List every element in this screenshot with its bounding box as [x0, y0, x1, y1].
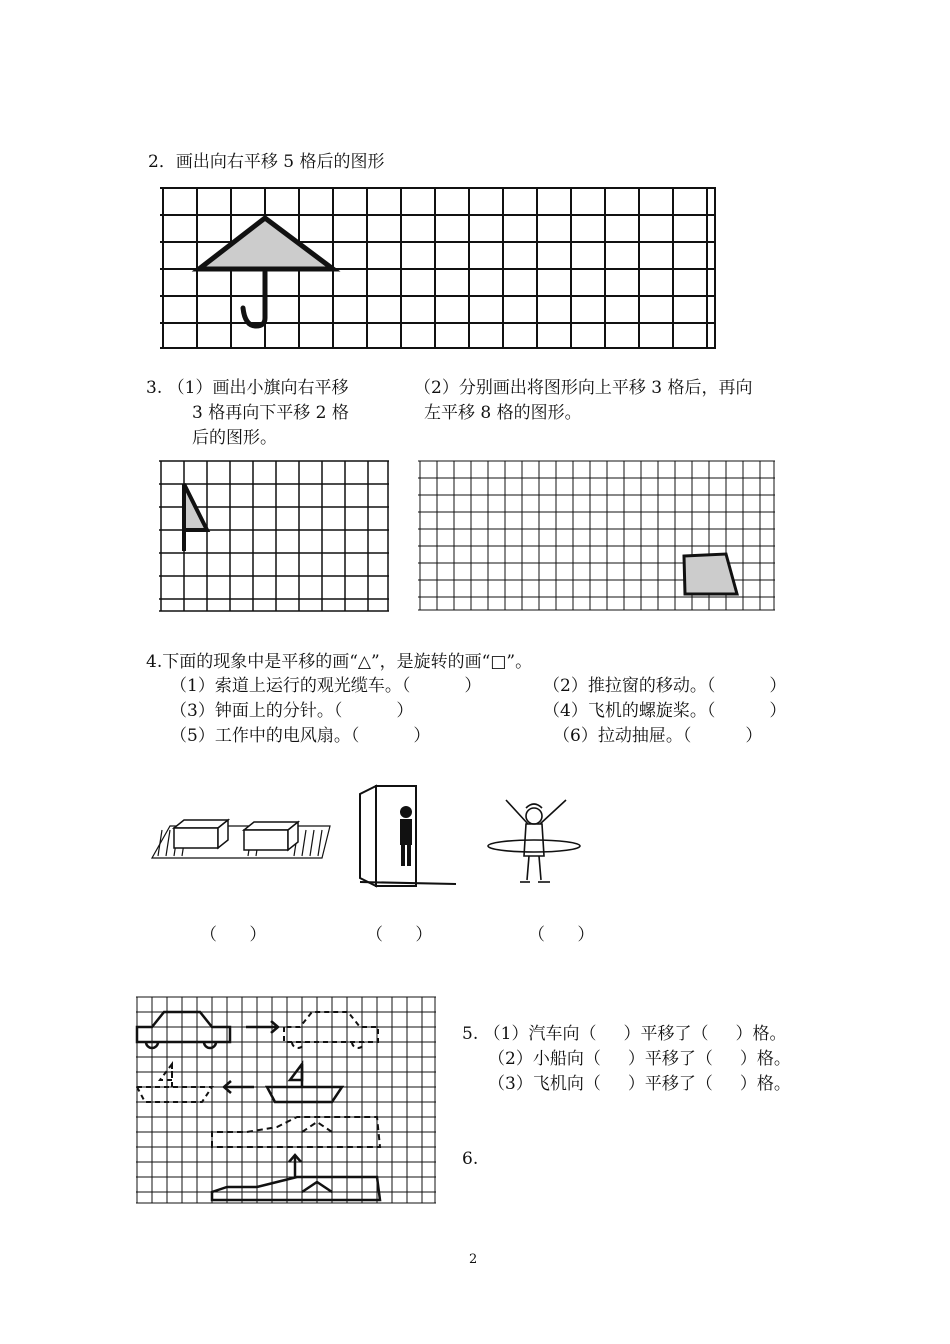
- plane-original: [212, 1177, 380, 1200]
- q4-item-5: （5）工作中的电风扇。（ ）: [170, 726, 431, 746]
- q4-item-3: （3）钟面上的分针。（ ）: [170, 701, 414, 721]
- q3-right-line-2: 左平移 8 格的图形。: [424, 403, 582, 423]
- q4-item-1: （1）索道上运行的观光缆车。（ ）: [170, 676, 482, 696]
- q2-title: 2．画出向右平移 5 格后的图形: [148, 152, 385, 172]
- boat-arrow: [224, 1081, 254, 1093]
- q2-grid: [150, 180, 730, 352]
- door-illustration: [356, 782, 462, 894]
- boxes-sliding-illustration: [148, 808, 338, 868]
- q3-flag-grid: [155, 455, 395, 615]
- car-original: [137, 1012, 230, 1048]
- q3-left-line-1: 3. （1）画出小旗向右平移: [146, 378, 349, 398]
- q5-grid: [132, 992, 442, 1208]
- page-number: 2: [469, 1252, 478, 1267]
- picture-2-blank: （ ）: [366, 925, 433, 945]
- q6-label: 6.: [462, 1149, 479, 1169]
- q4-item-6: （6）拉动抽屉。（ ）: [553, 726, 763, 746]
- boat-original: [267, 1064, 342, 1102]
- car-arrow: [246, 1021, 278, 1033]
- umbrella-shape: [199, 218, 333, 326]
- boat-moved: [137, 1064, 212, 1102]
- q5-line-1: 5. （1）汽车向（ ）平移了（ ）格。: [462, 1024, 787, 1044]
- q5-line-2: （2）小船向（ ）平移了（ ）格。: [488, 1049, 791, 1069]
- q3-right-line-1: （2）分别画出将图形向上平移 3 格后，再向: [414, 378, 753, 398]
- q5-line-3: （3）飞机向（ ）平移了（ ）格。: [488, 1074, 791, 1094]
- car-moved: [284, 1012, 378, 1048]
- q4-item-2: （2）推拉窗的移动。（ ）: [543, 676, 787, 696]
- picture-3-blank: （ ）: [528, 925, 595, 945]
- q4-item-4: （4）飞机的螺旋桨。（ ）: [543, 701, 787, 721]
- plane-arrow: [289, 1155, 301, 1177]
- q3-shape-grid: [414, 455, 780, 615]
- q3-left-line-3: 后的图形。: [192, 428, 277, 448]
- picture-1-blank: （ ）: [200, 925, 267, 945]
- hula-hoop-girl-illustration: [484, 780, 584, 892]
- q3-left-line-2: 3 格再向下平移 2 格: [192, 403, 349, 423]
- trapezoid-shape: [684, 554, 737, 594]
- q4-title: 4.下面的现象中是平移的画“△”，是旋转的画“□”。: [146, 652, 533, 672]
- flag-shape: [184, 484, 207, 551]
